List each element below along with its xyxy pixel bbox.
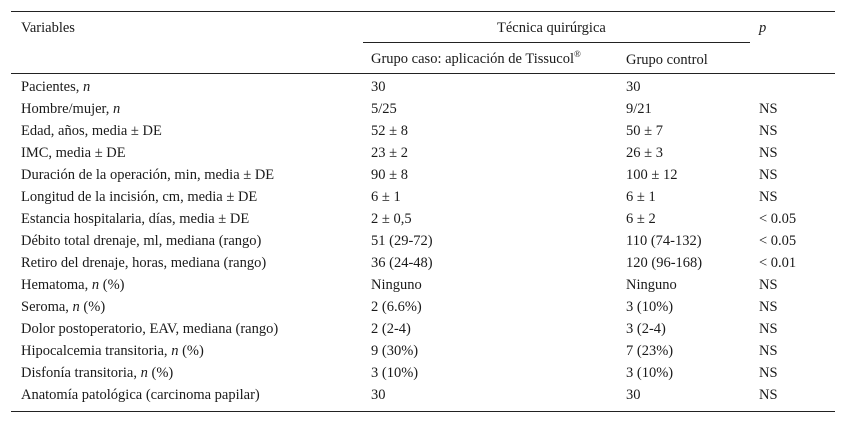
row-p-value: NS [759, 123, 778, 139]
row-label-text: Hombre/mujer, [21, 101, 114, 117]
table-row [11, 121, 835, 143]
row-variable-label [21, 188, 257, 206]
row-control-value: 30 [626, 387, 641, 403]
table-row [11, 319, 835, 341]
row-label-italic: n [72, 299, 80, 315]
row-control-value: 120 (96-168) [626, 255, 703, 271]
row-variable-label [21, 342, 204, 360]
row-label-text: Edad, años, media ± DE [21, 123, 162, 139]
row-p-value: NS [759, 145, 778, 161]
row-p-value: NS [759, 101, 778, 117]
row-case-value: 9 (30%) [371, 343, 419, 359]
row-label-italic: n [113, 101, 121, 117]
row-variable-label [21, 144, 126, 162]
table-row [11, 253, 835, 275]
row-control-value: 26 ± 3 [626, 145, 663, 161]
row-control-value: 3 (2-4) [626, 321, 666, 337]
row-p-value: NS [759, 299, 778, 315]
row-label-tail: (%) [99, 277, 125, 293]
table-row [11, 341, 835, 363]
row-p-value: NS [759, 387, 778, 403]
row-label-text: Anatomía patológica (carcinoma papilar) [21, 387, 260, 403]
row-control-value: 7 (23%) [626, 343, 674, 359]
row-control-value: 3 (10%) [626, 299, 674, 315]
row-case-value: 6 ± 1 [371, 189, 401, 205]
row-label-italic: n [171, 343, 179, 359]
table-row [11, 275, 835, 297]
row-label-text: Dolor postoperatorio, EAV, mediana (rango) [21, 321, 279, 337]
table-row [11, 363, 835, 385]
row-variable-label [21, 100, 120, 118]
header-case-group [371, 50, 581, 68]
table-row [11, 165, 835, 187]
row-control-value: 9/21 [626, 101, 652, 117]
table-bottom-rule [11, 411, 835, 412]
table-row [11, 77, 835, 99]
row-label-tail: (%) [79, 299, 106, 315]
table-row [11, 209, 835, 231]
table-row [11, 99, 835, 121]
row-label-text: Longitud de la incisión, cm, media ± DE [21, 189, 258, 205]
row-case-value: 90 ± 8 [371, 167, 408, 183]
row-label-tail: (%) [178, 343, 204, 359]
row-variable-label [21, 364, 173, 382]
row-case-value: 3 (10%) [371, 365, 419, 381]
row-variable-label [21, 122, 162, 140]
row-p-value: NS [759, 277, 778, 293]
row-label-italic: n [83, 79, 91, 95]
row-label-tail: (%) [147, 365, 174, 381]
row-variable-label [21, 320, 278, 338]
row-variable-label [21, 210, 249, 228]
row-variable-label [21, 276, 125, 294]
row-p-value: < 0.05 [759, 233, 797, 249]
row-control-value: 6 ± 2 [626, 211, 656, 227]
table-row [11, 385, 835, 407]
row-control-value: 50 ± 7 [626, 123, 663, 139]
header-variables: Variables [21, 20, 75, 36]
row-control-value: 110 (74-132) [626, 233, 702, 249]
row-control-value: 30 [626, 79, 641, 95]
row-case-value: 52 ± 8 [371, 123, 408, 139]
row-label-text: Retiro del drenaje, horas, mediana (rango) [21, 255, 267, 271]
row-p-value: NS [759, 189, 778, 205]
row-label-text: Hipocalcemia transitoria, [21, 343, 172, 359]
row-case-value: 2 ± 0,5 [371, 211, 412, 227]
table-row [11, 187, 835, 209]
row-variable-label [21, 254, 266, 272]
row-label-text: Débito total drenaje, ml, mediana (rango) [21, 233, 262, 249]
table-row [11, 143, 835, 165]
row-label-text: Duración de la operación, min, media ± DE [21, 167, 275, 183]
row-label-text: Seroma, [21, 299, 73, 315]
row-label-text: Pacientes, [21, 79, 84, 95]
row-variable-label [21, 232, 261, 250]
row-label-text: Estancia hospitalaria, días, media ± DE [21, 211, 250, 227]
row-p-value: NS [759, 321, 778, 337]
row-label-text: Disfonía transitoria, [21, 365, 141, 381]
row-label-italic: n [140, 365, 148, 381]
row-label-text: Hematoma, [21, 277, 92, 293]
row-case-value: 23 ± 2 [371, 145, 408, 161]
header-p-value: p [759, 20, 767, 36]
row-control-value: 6 ± 1 [626, 189, 656, 205]
row-variable-label [21, 298, 105, 316]
row-p-value: NS [759, 167, 778, 183]
table-top-rule [11, 11, 835, 12]
row-control-value: 100 ± 12 [626, 167, 678, 183]
row-case-value: 36 (24-48) [371, 255, 433, 271]
row-p-value: NS [759, 365, 778, 381]
row-case-value: 2 (2-4) [371, 321, 411, 337]
row-p-value: NS [759, 343, 778, 359]
row-control-value: Ninguno [626, 277, 677, 293]
row-variable-label [21, 78, 90, 96]
row-control-value: 3 (10%) [626, 365, 674, 381]
registered-mark: ® [573, 49, 581, 59]
row-case-value: 30 [371, 79, 386, 95]
row-label-italic: n [91, 277, 100, 293]
row-label-text: IMC, media ± DE [21, 145, 126, 161]
group-header-rule [363, 42, 750, 43]
row-variable-label [21, 386, 260, 404]
table-row [11, 231, 835, 253]
row-case-value: 5/25 [371, 101, 397, 117]
header-surgical-technique: Técnica quirúrgica [497, 20, 606, 36]
row-p-value: < 0.05 [759, 211, 797, 227]
header-case-group-label: Grupo caso: aplicación de Tissucol [371, 51, 574, 67]
row-p-value: < 0.01 [759, 255, 797, 271]
table-body [11, 77, 835, 407]
header-bottom-rule [11, 73, 835, 74]
table-row [11, 297, 835, 319]
row-case-value: 51 (29-72) [371, 233, 433, 249]
row-case-value: 2 (6.6%) [371, 299, 422, 315]
row-case-value: 30 [371, 387, 386, 403]
header-control-group: Grupo control [626, 52, 708, 68]
row-variable-label [21, 166, 274, 184]
row-case-value: Ninguno [371, 277, 422, 293]
